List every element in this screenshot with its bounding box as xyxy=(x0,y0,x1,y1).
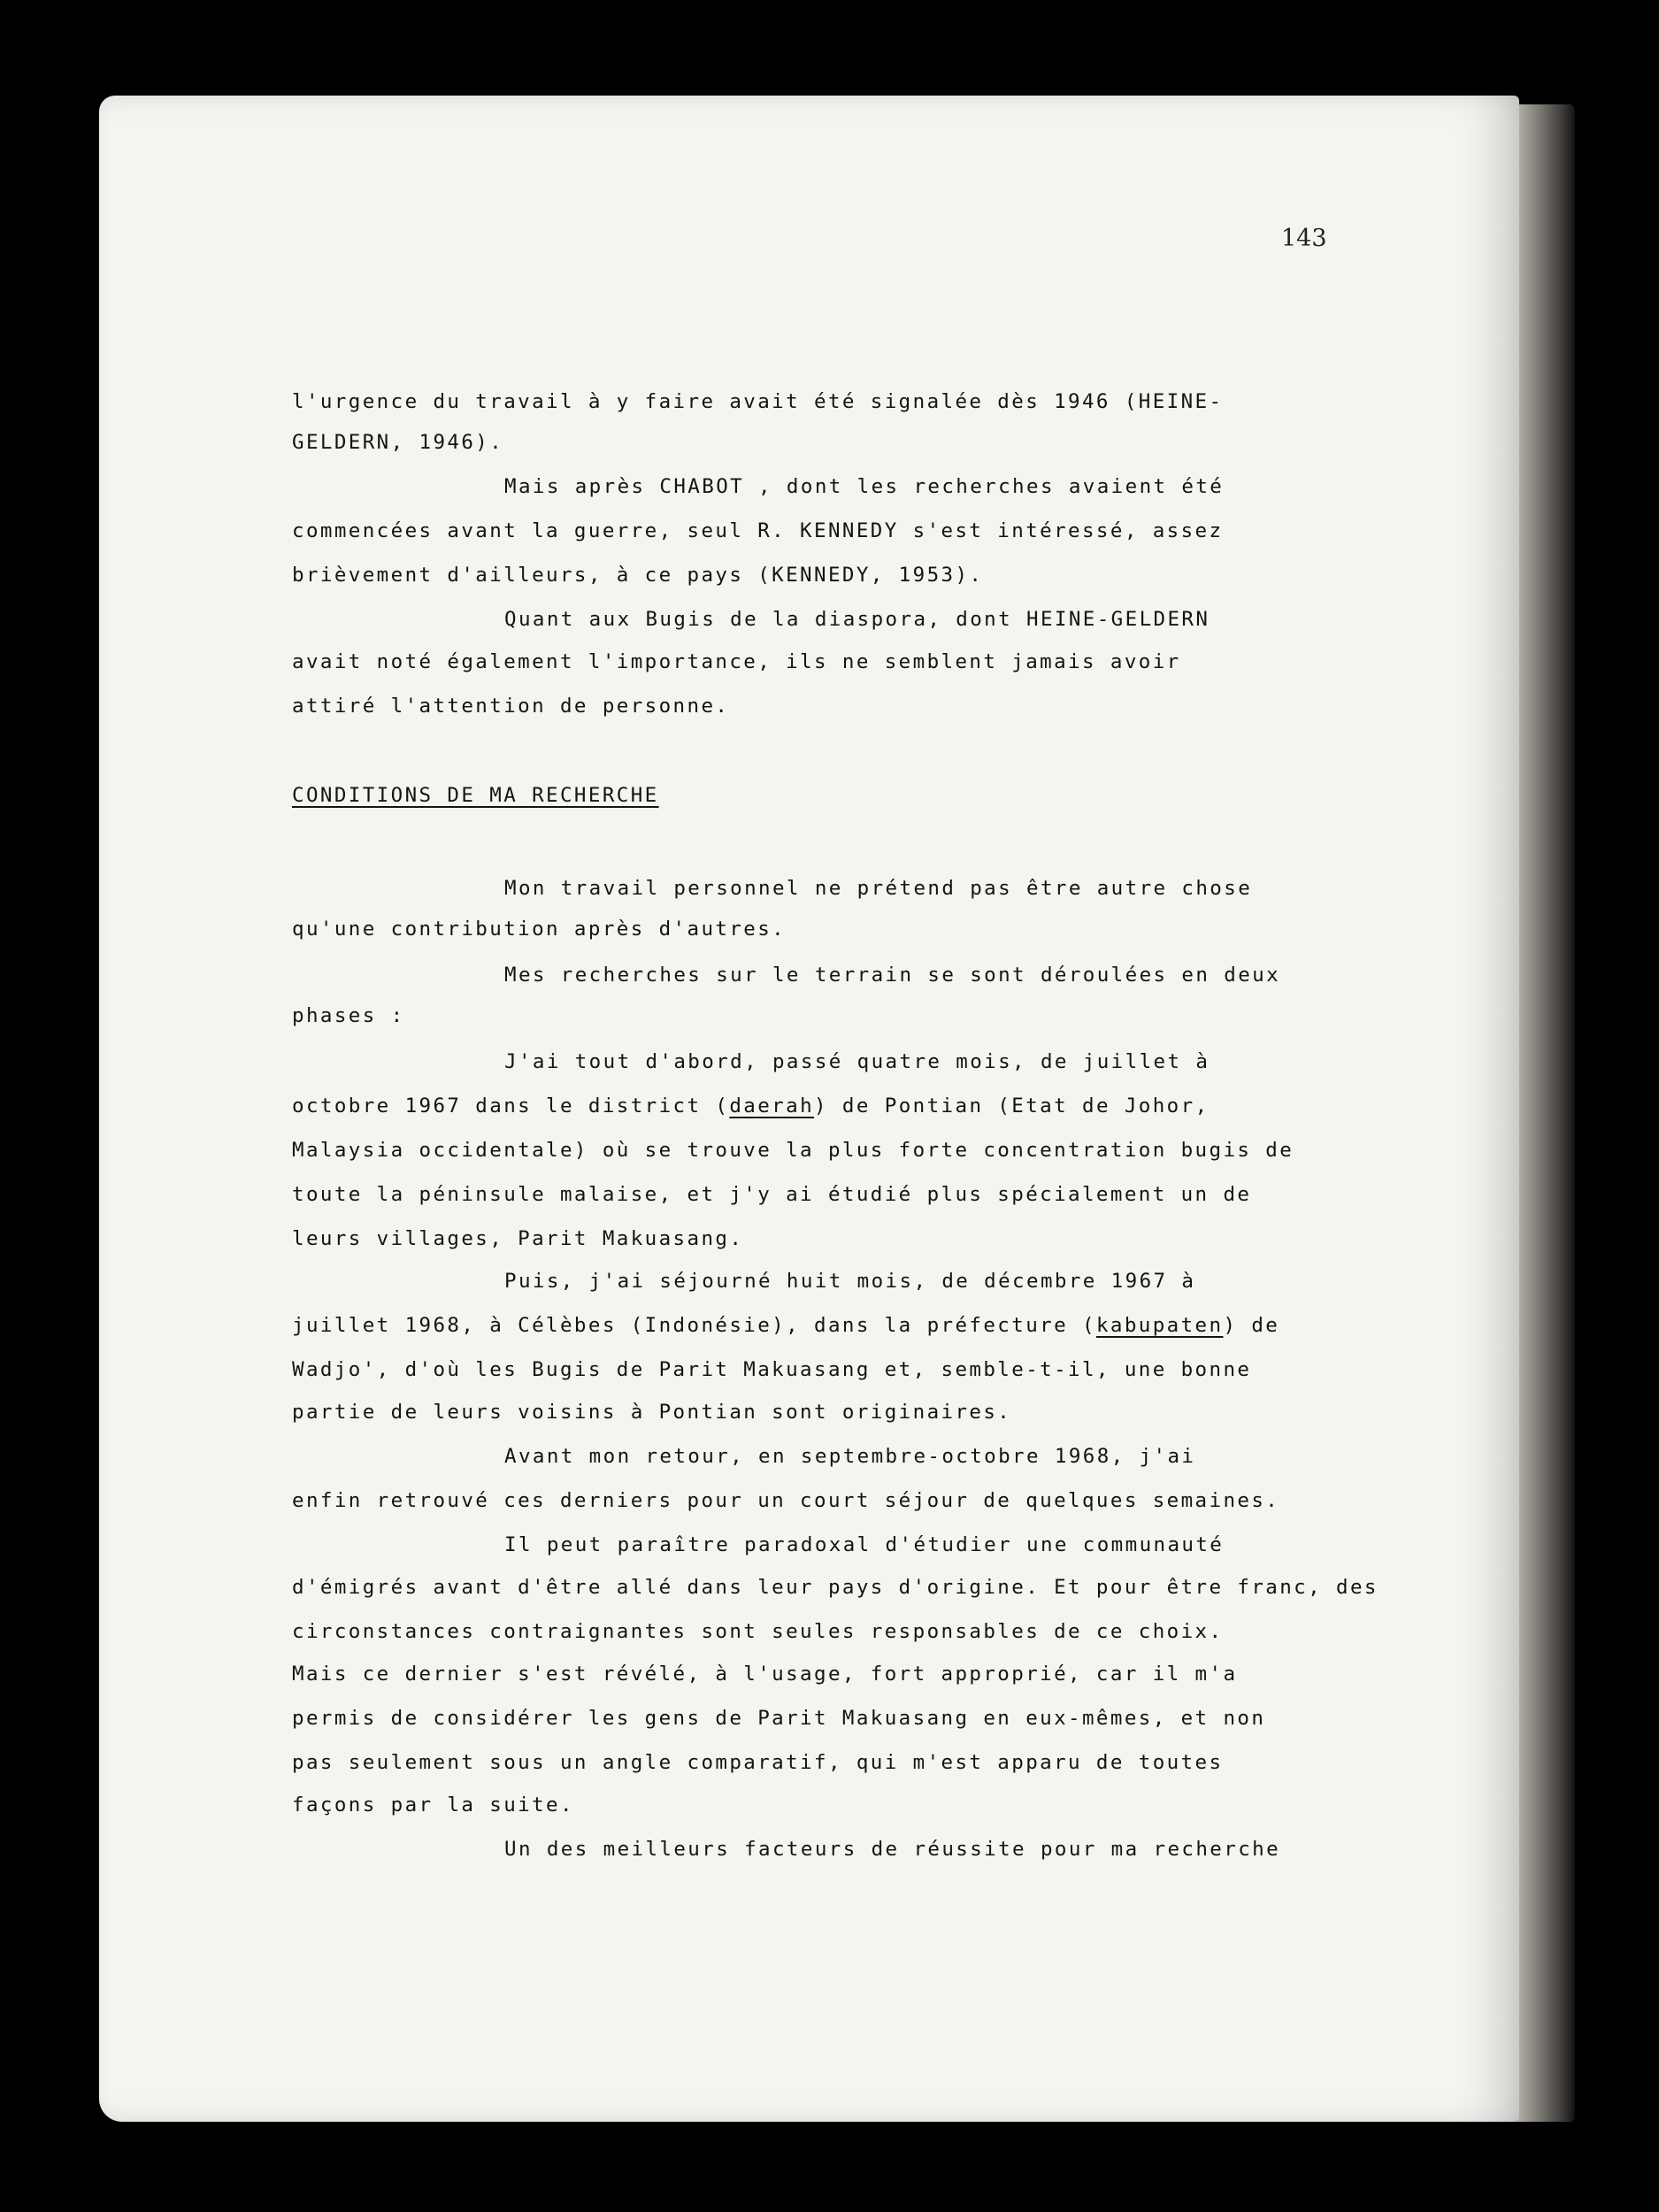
text-line: Avant mon retour, en septembre-octobre 1968, j'ai xyxy=(504,1445,1196,1468)
text-line: J'ai tout d'abord, passé quatre mois, de juillet à xyxy=(504,1050,1210,1073)
text-line: façons par la suite. xyxy=(292,1793,574,1816)
text-line: brièvement d'ailleurs, à ce pays (KENNEDY, 1953). xyxy=(292,564,984,587)
text-segment: ) de xyxy=(1223,1314,1280,1337)
text-line: Mes recherches sur le terrain se sont déroulées en deux xyxy=(504,964,1281,987)
text-line: Il peut paraître paradoxal d'étudier une communauté xyxy=(504,1533,1225,1556)
text-line: enfin retrouvé ces derniers pour un court séjour de quelques semaines. xyxy=(292,1489,1280,1512)
text-line: circonstances contraignantes sont seules responsables de ce choix. xyxy=(292,1620,1224,1643)
section-heading: CONDITIONS DE MA RECHERCHE xyxy=(292,784,659,807)
page-number: 143 xyxy=(1281,225,1327,252)
text-line: avait noté également l'importance, ils ne semblent jamais avoir xyxy=(292,650,1181,673)
text-line: Puis, j'ai séjourné huit mois, de décembre 1967 à xyxy=(504,1270,1196,1293)
text-line: Wadjo', d'où les Bugis de Parit Makuasang et, semble-t-il, une bonne xyxy=(292,1358,1252,1381)
text-line: toute la péninsule malaise, et j'y ai étudié plus spécialement un de xyxy=(292,1183,1252,1206)
text-line: phases : xyxy=(292,1004,405,1027)
text-line: leurs villages, Parit Makuasang. xyxy=(292,1227,744,1250)
text-line: pas seulement sous un angle comparatif, qui m'est apparu de toutes xyxy=(292,1751,1224,1774)
text-line: Quant aux Bugis de la diaspora, dont HEINE-GELDERN xyxy=(504,608,1210,631)
text-line: qu'une contribution après d'autres. xyxy=(292,918,787,941)
term-daerah: daerah xyxy=(729,1094,815,1118)
text-line: Mon travail personnel ne prétend pas être autre chose xyxy=(504,877,1253,900)
text-line: Mais ce dernier s'est révélé, à l'usage, fort approprié, car il m'a xyxy=(292,1663,1238,1686)
term-kabupaten: kabupaten xyxy=(1095,1314,1224,1337)
text-segment: octobre 1967 dans le district ( xyxy=(292,1094,730,1118)
text-line: Malaysia occidentale) où se trouve la plus forte concentration bugis de xyxy=(292,1139,1294,1162)
text-segment: ) de Pontian (Etat de Johor, xyxy=(814,1094,1210,1118)
text-line: partie de leurs voisins à Pontian sont originaires. xyxy=(292,1401,1012,1424)
text-segment: juillet 1968, à Célèbes (Indonésie), dans la préfecture ( xyxy=(292,1314,1096,1337)
text-line: Mais après CHABOT , dont les recherches avaient été xyxy=(504,475,1225,498)
text-line-district xyxy=(292,1094,1210,1118)
text-line: permis de considérer les gens de Parit Makuasang en eux-mêmes, et non xyxy=(292,1707,1266,1730)
text-line: d'émigrés avant d'être allé dans leur pays d'origine. Et pour être franc, des xyxy=(292,1576,1379,1599)
text-line: attiré l'attention de personne. xyxy=(292,695,730,718)
text-line: commencées avant la guerre, seul R. KENNEDY s'est intéressé, assez xyxy=(292,519,1224,542)
text-line-prefecture xyxy=(292,1314,1279,1337)
text-line: Un des meilleurs facteurs de réussite pour ma recherche xyxy=(504,1838,1281,1861)
text-line: GELDERN, 1946). xyxy=(292,431,504,454)
text-line: l'urgence du travail à y faire avait été signalée dès 1946 (HEINE- xyxy=(292,390,1224,413)
